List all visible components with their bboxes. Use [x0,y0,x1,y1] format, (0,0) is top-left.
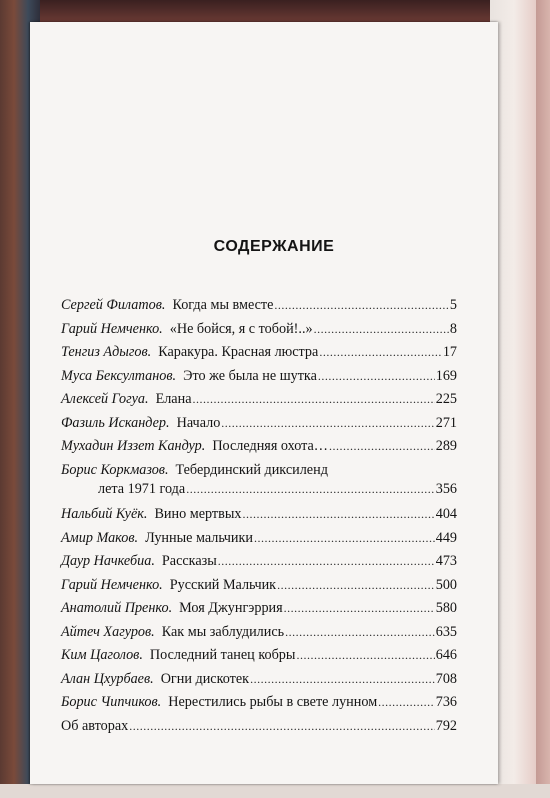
toc-leader [277,578,435,593]
toc-leader [218,554,435,569]
toc-entry [61,344,457,361]
toc-leader [250,672,435,687]
toc-author: Тенгиз Адыгов. [61,344,152,360]
toc-title: Вино мертвых [154,506,242,522]
book-page-bottom-edge [0,784,550,798]
toc-author: Нальбий Куёк. [61,506,148,522]
toc-title: Как мы заблудились [161,623,285,640]
toc-entry [61,391,457,408]
toc-page-number: 225 [435,391,457,407]
toc-entry [61,647,457,664]
toc-entry [61,553,457,570]
toc-entry [61,368,457,385]
toc-entry [61,297,457,314]
toc-entry [61,321,457,338]
toc-entry [61,694,457,711]
toc-title: Об авторах [61,717,129,734]
toc-entry [61,506,457,523]
toc-leader [296,648,434,663]
toc-author: Даур Начкебиа. [61,553,155,569]
toc-entry [61,600,457,617]
toc-leader [284,601,435,616]
toc-entry [61,415,457,432]
toc-author: Ким Цаголов. [61,647,143,663]
toc-page-number: 646 [435,647,457,663]
toc-leader [329,439,435,454]
toc-title: Нерестились рыбы в свете лунном [168,694,378,710]
toc-entry-continuation [61,481,457,498]
toc-entry [61,671,457,688]
toc-title: Последняя охота… [212,438,328,454]
toc-title: Рассказы [161,553,217,569]
toc-title: Это же была не шутка [183,367,317,384]
toc-leader [221,416,434,431]
toc-title: Огни дискотек [160,670,250,687]
toc-entry [61,577,457,594]
toc-page-number: 635 [435,623,457,640]
toc-title: Русский Мальчик [169,576,277,593]
toc-page-number: 708 [435,670,457,687]
toc-author: Борис Чипчиков. [61,694,162,710]
toc-page-number: 792 [435,717,457,734]
toc-page-number: 169 [435,367,457,384]
toc-entry [61,438,457,455]
toc-title: Елана [155,391,192,407]
book-cover-top [0,0,550,22]
toc-page-number: 736 [435,694,457,710]
toc-page-number: 356 [435,480,457,497]
toc-leader [318,369,435,384]
toc-author: Алан Цхурбаев. [61,670,154,687]
toc-page-number: 5 [449,297,457,313]
toc-title: Начало [176,414,221,431]
toc-entry [61,530,457,547]
toc-author: Гарий Немченко. [61,576,163,593]
toc-leader [129,719,434,734]
toc-author: Анатолий Пренко. [61,600,173,616]
toc-page-number: 404 [435,506,457,522]
toc-author: Борис Коркмазов. [61,461,169,478]
toc-title: Каракура. Красная люстра [158,344,319,360]
toc-leader [186,482,435,497]
book-page-edges [490,0,550,798]
toc-entry [61,624,457,641]
toc-author: Алексей Гогуа. [61,391,149,407]
toc-entry [61,718,457,735]
toc-leader [285,625,435,640]
toc-leader [274,298,449,313]
toc-leader [254,531,435,546]
book-cover-right [536,0,550,798]
toc-title: Когда мы вместе [172,297,274,313]
toc-page-number: 8 [449,320,457,337]
toc-title: Последний танец кобры [149,647,296,663]
toc-author: Гарий Немченко. [61,320,163,337]
toc-title-cont: лета 1971 года [98,480,186,497]
toc-page-number: 449 [435,529,457,546]
toc-page-number: 17 [442,344,457,360]
toc-leader [319,345,442,360]
toc-page-number: 580 [435,600,457,616]
toc-page-number: 271 [435,414,457,431]
toc-author: Амир Маков. [61,529,139,546]
toc-page-number: 289 [435,438,457,454]
toc-title: Моя Джунгэррия [179,600,283,616]
toc-title: «Не бойся, я с тобой!..» [169,320,313,337]
toc-author: Сергей Филатов. [61,297,166,313]
toc-leader [378,695,435,710]
toc-leader [314,322,449,337]
toc-author: Айтеч Хагуров. [61,623,155,640]
toc-page-number: 473 [435,553,457,569]
toc-author: Фазиль Искандер. [61,414,170,431]
toc-page-number: 500 [435,576,457,593]
toc-leader [242,507,434,522]
toc-entry [61,462,457,479]
toc-title: Тебердинский диксиленд [175,461,328,478]
toc-leader [193,392,435,407]
page-title: СОДЕРЖАНИЕ [213,238,335,255]
toc-author: Муса Бексултанов. [61,367,177,384]
toc-title: Лунные мальчики [145,529,253,546]
toc-author: Мухадин Иззет Кандур. [61,438,206,454]
